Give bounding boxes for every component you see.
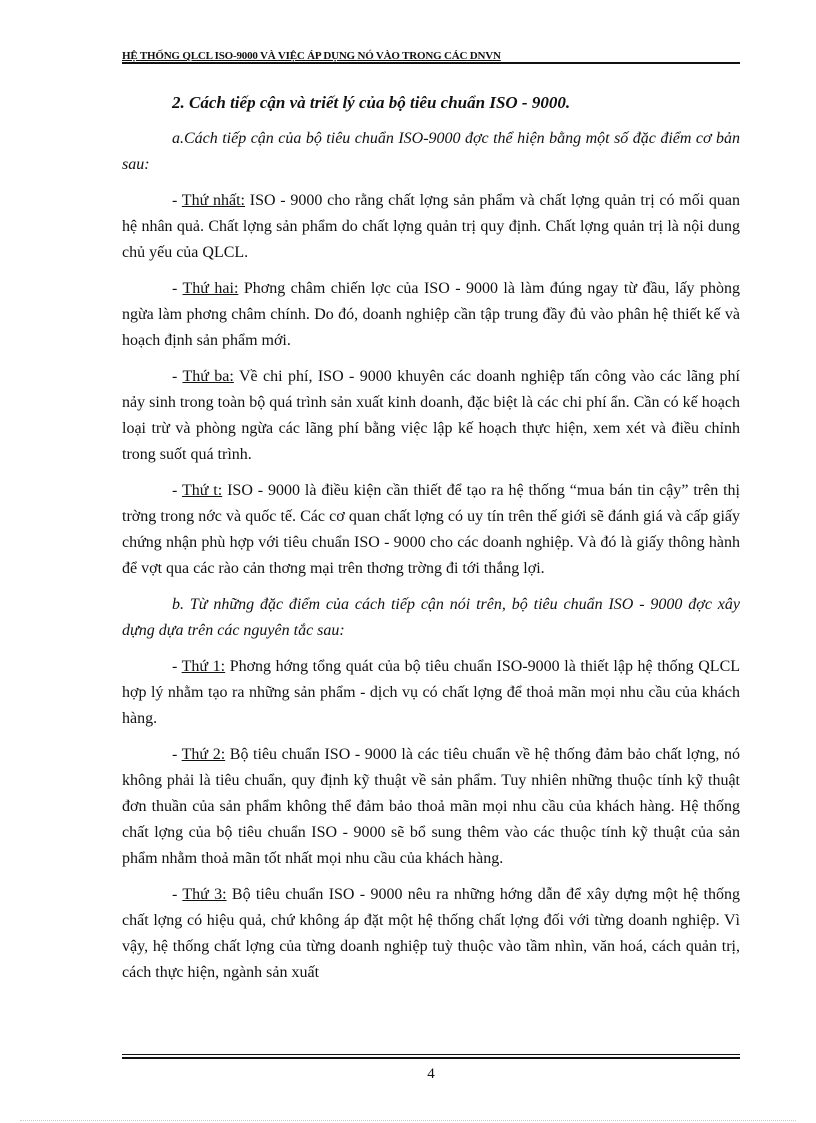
item-label: Thứ 1:: [181, 658, 226, 675]
list-item-a3: [122, 364, 740, 468]
list-item-a4: [122, 478, 740, 582]
page-number: 4: [427, 1066, 435, 1082]
item-prefix: -: [172, 192, 182, 209]
item-prefix: -: [172, 886, 183, 903]
list-item-b2: [122, 742, 740, 872]
item-prefix: -: [172, 746, 182, 763]
page-body: [122, 90, 740, 996]
item-prefix: -: [172, 368, 183, 385]
footer-rule-thick: [122, 1057, 740, 1059]
item-text: Bộ tiêu chuẩn ISO - 9000 nêu ra những hớng dẫn để xây dựng một hệ thống chất lợng có hiệu quả, chứ không áp đặt một hệ thống chất lợng đối với từng doanh nghiệp. Vì vậy, hệ thống chất lợng của từng doanh nghiệp tuỳ thuộc vào tầm nhìn, văn hoá, cách quản trị, cách thực hiện, ngành sản xuất: [122, 886, 741, 981]
item-label: Thứ nhất:: [181, 192, 245, 209]
list-item-a1: [122, 188, 740, 266]
list-item-a2: [122, 276, 740, 354]
page-edge-divider: [20, 1120, 796, 1121]
item-text: Phơng hớng tổng quát của bộ tiêu chuẩn ISO-9000 là thiết lập hệ thống QLCL hợp lý nhằm tạo ra những sản phẩm - dịch vụ có chất lợng để thoả mãn mọi nhu cầu của khách hàng.: [122, 658, 741, 727]
item-label: Thứ ba:: [182, 368, 234, 385]
item-prefix: -: [172, 280, 183, 297]
header-rule: [122, 62, 740, 64]
item-label: Thứ 3:: [182, 886, 227, 903]
item-prefix: -: [172, 658, 182, 675]
footer-rule: [122, 1054, 740, 1055]
item-text: Bộ tiêu chuẩn ISO - 9000 là các tiêu chuẩn về hệ thống đảm bảo chất lợng, nó không phải là tiêu chuẩn, quy định kỹ thuật về sản phẩm. Tuy nhiên những thuộc tính kỹ thuật đơn thuần của sản phẩm không thể đảm bảo thoả mãn mọi nhu cầu của khách hàng. Hệ thống chất lợng của bộ tiêu chuẩn ISO - 9000 sẽ bổ sung thêm vào các thuộc tính kỹ thuật của sản phẩm nhằm thoả mãn tốt nhất mọi nhu cầu của khách hàng.: [122, 746, 740, 867]
intro-a: a.Cách tiếp cận của bộ tiêu chuẩn ISO-9000 đợc thể hiện bằng một số đặc điểm cơ bản sau:: [122, 130, 740, 173]
intro-b: b. Từ những đặc điểm của cách tiếp cận nói trên, bộ tiêu chuẩn ISO - 9000 đợc xây dựng dựa trên các nguyên tắc sau:: [122, 596, 740, 639]
item-text: Phơng châm chiến lợc của ISO - 9000 là làm đúng ngay từ đầu, lấy phòng ngừa làm phơng châm chính. Do đó, doanh nghiệp cần tập trung đầy đủ vào phân hệ thiết kế và hoạch định sản phẩm mới.: [122, 280, 740, 349]
item-text: ISO - 9000 cho rằng chất lợng sản phẩm và chất lợng quản trị có mối quan hệ nhân quả. Chất lợng sản phẩm do chất lợng quản trị quy định. Chất lợng quản trị là nội dung chủ yếu của QLCL.: [122, 192, 741, 261]
item-label: Thứ 2:: [181, 746, 226, 763]
item-label: Thứ t:: [181, 482, 223, 499]
item-prefix: -: [172, 482, 182, 499]
section-heading: 2. Cách tiếp cận và triết lý của bộ tiêu chuẩn ISO - 9000.: [172, 93, 571, 112]
running-header: HỆ THỐNG QLCL ISO-9000 VÀ VIỆC ÁP DỤNG NÓ VÀO TRONG CÁC DNVN: [122, 50, 501, 62]
item-label: Thứ hai:: [182, 280, 239, 297]
list-item-b3: [122, 882, 740, 986]
item-text: Về chi phí, ISO - 9000 khuyên các doanh nghiệp tấn công vào các lãng phí nảy sinh trong toàn bộ quá trình sản xuất kinh doanh, đặc biệt là các chi phí ẩn. Cần có kế hoạch loại trừ và phòng ngừa các lãng phí bằng việc lập kế hoạch thực hiện, xem xét và điều chỉnh trong suốt quá trình.: [122, 368, 740, 463]
list-item-b1: [122, 654, 740, 732]
item-text: ISO - 9000 là điều kiện cần thiết để tạo ra hệ thống “mua bán tin cậy” trên thị trờng trong nớc và quốc tế. Các cơ quan chất lợng có uy tín trên thế giới sẽ đánh giá và cấp giấy chứng nhận phù hợp với tiêu chuẩn ISO - 9000 cho các doanh nghiệp. Và đó là giấy thông hành để vợt qua các rào cản thơng mại trên thơng trờng đi tới thắng lợi.: [122, 482, 741, 577]
